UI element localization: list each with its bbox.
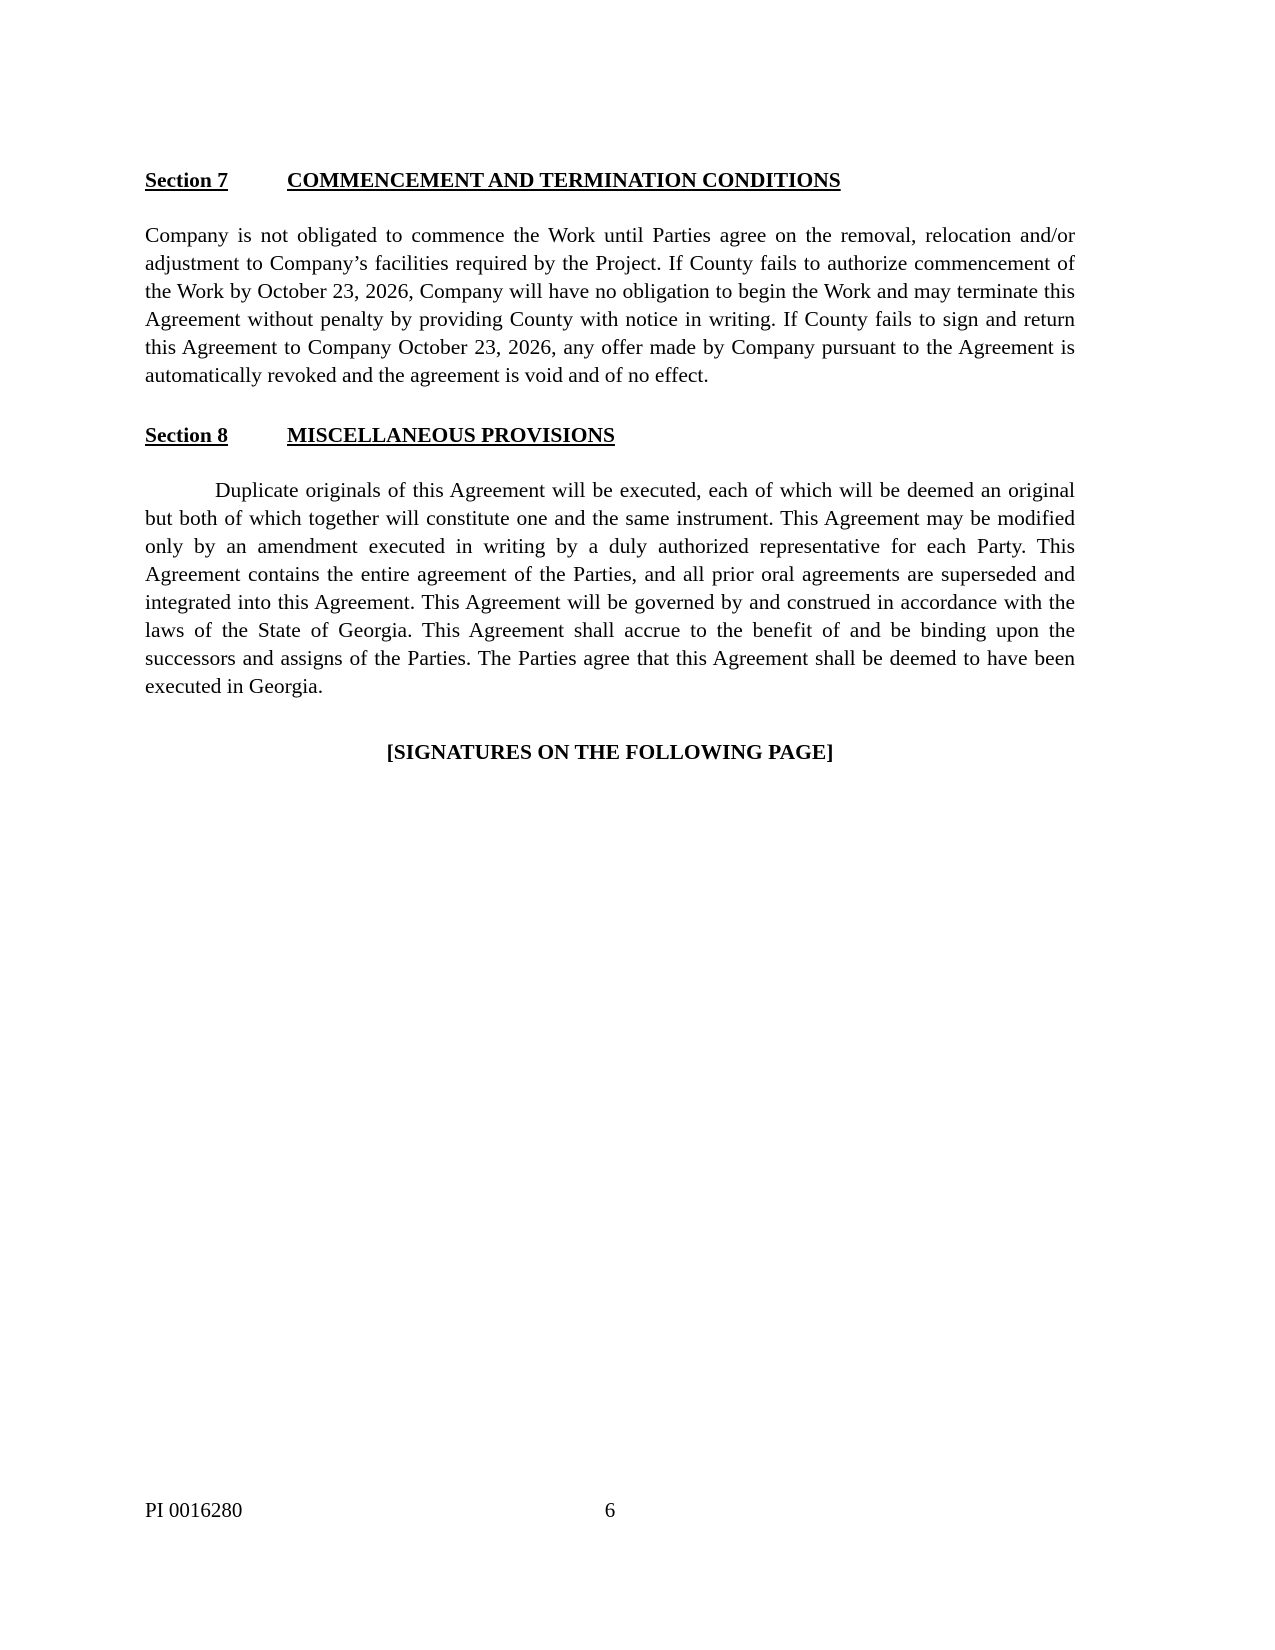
signatures-notice: [SIGNATURES ON THE FOLLOWING PAGE] <box>386 740 834 764</box>
section-7-label: Section 7 <box>145 168 229 192</box>
section-8-label-wrap <box>145 423 287 448</box>
footer-document-id: PI 0016280 <box>145 1498 243 1522</box>
section-8-heading <box>145 423 1075 448</box>
section-8-label: Section 8 <box>145 423 229 447</box>
section-8-title: MISCELLANEOUS PROVISIONS <box>287 423 615 447</box>
footer-page-number: 6 <box>604 1498 616 1522</box>
section-8-paragraph: Duplicate originals of this Agreement will be executed, each of which will be deemed an original but both of which together will constitute one and the same instrument. This Agreement may be modified only by an amendment executed in writing by a duly authorized representative for each Party. This Agreement contains the entire agreement of the Parties, and all prior oral agreements are superseded and integrated into this Agreement. This Agreement will be governed by and construed in accordance with the laws of the State of Georgia. This Agreement shall accrue to the benefit of and be binding upon the successors and assigns of the Parties. The Parties agree that this Agreement shall be deemed to have been executed in Georgia. <box>145 478 1075 698</box>
section-7-label-wrap <box>145 168 287 193</box>
section-7-heading <box>145 168 1075 193</box>
section-7-title: COMMENCEMENT AND TERMINATION CONDITIONS <box>287 168 841 192</box>
section-7-paragraph: Company is not obligated to commence the Work until Parties agree on the removal, relocation and/or adjustment to Company’s facilities required by the Project. If County fails to authorize commencement of the Work by October 23, 2026, Company will have no obligation to begin the Work and may terminate this Agreement without penalty by providing County with notice in writing. If County fails to sign and return this Agreement to Company October 23, 2026, any offer made by Company pursuant to the Agreement is automatically revoked and the agreement is void and of no effect. <box>145 223 1075 387</box>
document-body <box>0 0 1275 765</box>
